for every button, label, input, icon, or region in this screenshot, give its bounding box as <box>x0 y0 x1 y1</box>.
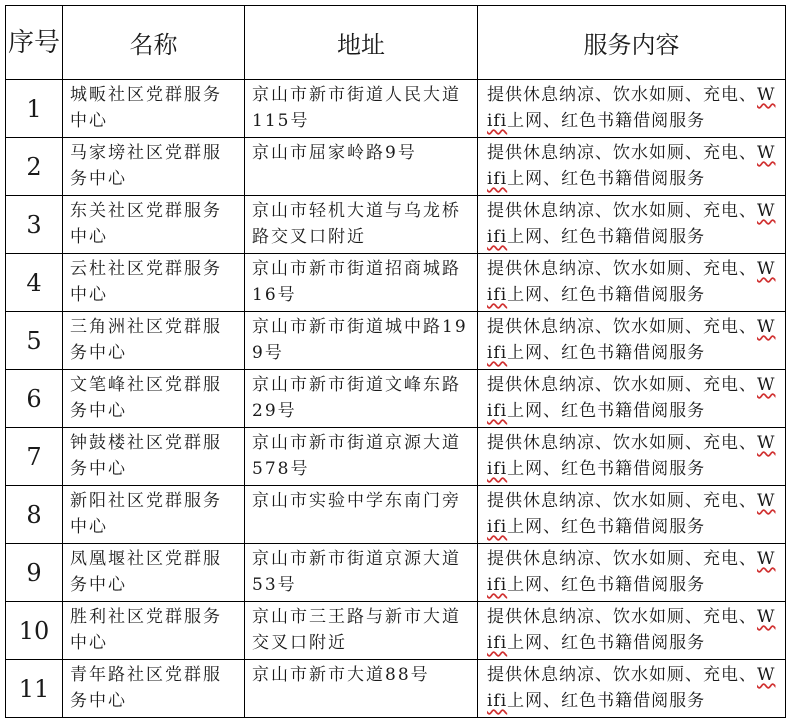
services-text-start: 提供休息纳凉、饮水如厕、充电、 <box>487 433 757 453</box>
services-wifi: Wifi <box>487 433 776 479</box>
table-row <box>6 602 786 660</box>
services-text-end: 上网、红色书籍借阅服务 <box>507 575 706 595</box>
row-number: 4 <box>6 254 63 312</box>
services-text-start: 提供休息纳凉、饮水如厕、充电、 <box>487 665 757 685</box>
center-services <box>478 428 786 486</box>
services-wifi: Wifi <box>487 317 776 363</box>
center-name: 三角洲社区党群服务中心 <box>63 312 245 370</box>
row-number: 7 <box>6 428 63 486</box>
table-row <box>6 428 786 486</box>
services-text-start: 提供休息纳凉、饮水如厕、充电、 <box>487 549 757 569</box>
center-address: 京山市轻机大道与乌龙桥路交叉口附近 <box>245 196 478 254</box>
services-text-start: 提供休息纳凉、饮水如厕、充电、 <box>487 375 757 395</box>
services-text-end: 上网、红色书籍借阅服务 <box>507 517 706 537</box>
center-address: 京山市新市街道京源大道578号 <box>245 428 478 486</box>
center-services <box>478 486 786 544</box>
center-name: 凤凰堰社区党群服务中心 <box>63 544 245 602</box>
row-number: 2 <box>6 138 63 196</box>
services-wifi: Wifi <box>487 143 776 189</box>
services-text-start: 提供休息纳凉、饮水如厕、充电、 <box>487 201 757 221</box>
center-address: 京山市新市街道城中路199号 <box>245 312 478 370</box>
header-address: 地址 <box>245 6 478 80</box>
center-name: 钟鼓楼社区党群服务中心 <box>63 428 245 486</box>
services-text-end: 上网、红色书籍借阅服务 <box>507 343 706 363</box>
row-number: 10 <box>6 602 63 660</box>
center-name: 胜利社区党群服务中心 <box>63 602 245 660</box>
center-services <box>478 544 786 602</box>
center-services <box>478 370 786 428</box>
center-services <box>478 196 786 254</box>
services-text-end: 上网、红色书籍借阅服务 <box>507 285 706 305</box>
table-row <box>6 196 786 254</box>
row-number: 3 <box>6 196 63 254</box>
center-address: 京山市新市街道招商城路16号 <box>245 254 478 312</box>
row-number: 5 <box>6 312 63 370</box>
center-name: 城畈社区党群服务中心 <box>63 80 245 138</box>
services-wifi: Wifi <box>487 549 776 595</box>
center-address: 京山市实验中学东南门旁 <box>245 486 478 544</box>
services-text-start: 提供休息纳凉、饮水如厕、充电、 <box>487 607 757 627</box>
center-name: 文笔峰社区党群服务中心 <box>63 370 245 428</box>
table-row <box>6 660 786 718</box>
services-text-end: 上网、红色书籍借阅服务 <box>507 401 706 421</box>
row-number: 6 <box>6 370 63 428</box>
table-header-row <box>6 6 786 80</box>
row-number: 1 <box>6 80 63 138</box>
table-row <box>6 312 786 370</box>
center-name: 东关社区党群服务中心 <box>63 196 245 254</box>
services-wifi: Wifi <box>487 259 776 305</box>
center-address: 京山市三王路与新市大道交叉口附近 <box>245 602 478 660</box>
table-row <box>6 80 786 138</box>
table-row <box>6 486 786 544</box>
services-text-start: 提供休息纳凉、饮水如厕、充电、 <box>487 85 757 105</box>
services-wifi: Wifi <box>487 607 776 653</box>
services-text-start: 提供休息纳凉、饮水如厕、充电、 <box>487 317 757 337</box>
center-services <box>478 602 786 660</box>
header-services: 服务内容 <box>478 6 786 80</box>
services-text-start: 提供休息纳凉、饮水如厕、充电、 <box>487 259 757 279</box>
center-services <box>478 254 786 312</box>
row-number: 11 <box>6 660 63 718</box>
center-services <box>478 138 786 196</box>
services-wifi: Wifi <box>487 375 776 421</box>
row-number: 8 <box>6 486 63 544</box>
service-center-table <box>5 5 786 718</box>
center-services <box>478 660 786 718</box>
services-text-end: 上网、红色书籍借阅服务 <box>507 459 706 479</box>
services-text-end: 上网、红色书籍借阅服务 <box>507 633 706 653</box>
services-text-end: 上网、红色书籍借阅服务 <box>507 111 706 131</box>
center-name: 新阳社区党群服务中心 <box>63 486 245 544</box>
table-row <box>6 544 786 602</box>
center-address: 京山市屈家岭路9号 <box>245 138 478 196</box>
center-services <box>478 80 786 138</box>
services-text-start: 提供休息纳凉、饮水如厕、充电、 <box>487 491 757 511</box>
row-number: 9 <box>6 544 63 602</box>
services-wifi: Wifi <box>487 665 776 711</box>
services-text-end: 上网、红色书籍借阅服务 <box>507 227 706 247</box>
services-text-end: 上网、红色书籍借阅服务 <box>507 169 706 189</box>
services-wifi: Wifi <box>487 201 776 247</box>
services-wifi: Wifi <box>487 85 776 131</box>
center-address: 京山市新市街道京源大道53号 <box>245 544 478 602</box>
services-wifi: Wifi <box>487 491 776 537</box>
header-seq: 序号 <box>6 6 63 80</box>
table-row <box>6 138 786 196</box>
center-name: 云杜社区党群服务中心 <box>63 254 245 312</box>
center-name: 青年路社区党群服务中心 <box>63 660 245 718</box>
center-services <box>478 312 786 370</box>
center-name: 马家塝社区党群服务中心 <box>63 138 245 196</box>
services-text-start: 提供休息纳凉、饮水如厕、充电、 <box>487 143 757 163</box>
services-text-end: 上网、红色书籍借阅服务 <box>507 691 706 711</box>
center-address: 京山市新市大道88号 <box>245 660 478 718</box>
header-name: 名称 <box>63 6 245 80</box>
table-row <box>6 370 786 428</box>
table-row <box>6 254 786 312</box>
center-address: 京山市新市街道人民大道115号 <box>245 80 478 138</box>
center-address: 京山市新市街道文峰东路29号 <box>245 370 478 428</box>
